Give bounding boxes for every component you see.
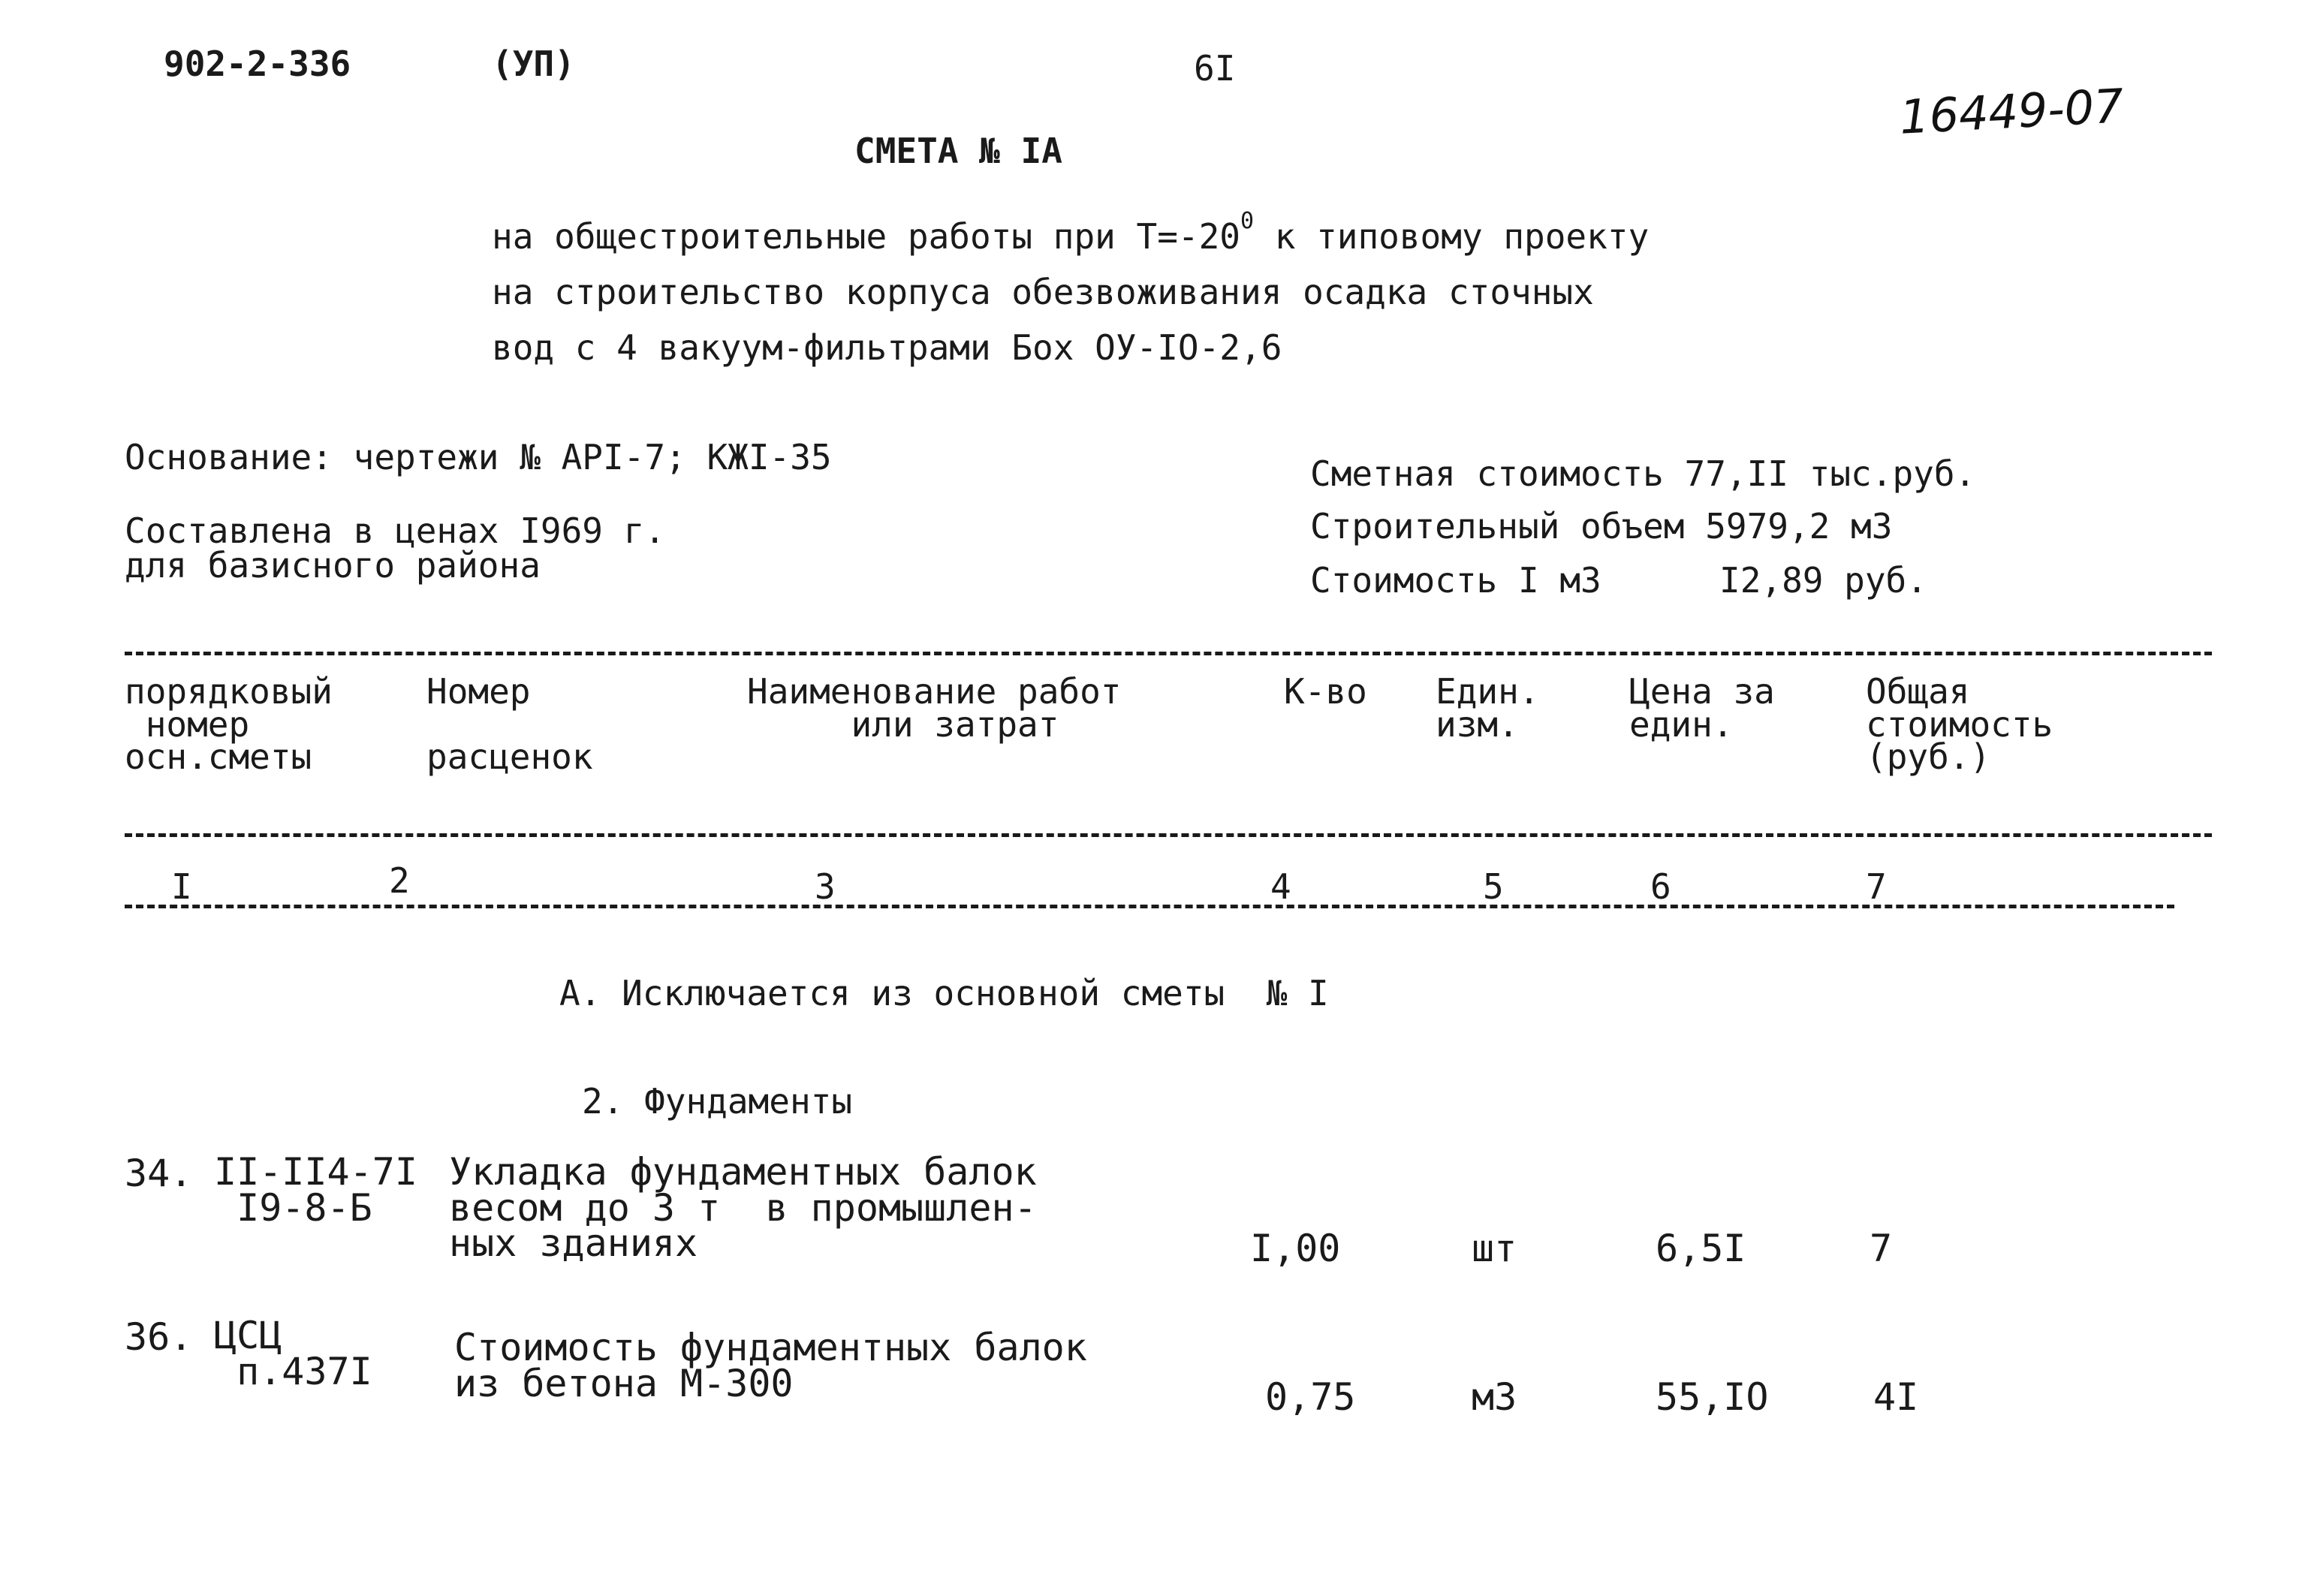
- estimated-cost: Сметная стоимость 77,II тыс.руб.: [1310, 453, 1976, 494]
- row-quantity: I,00: [1250, 1227, 1341, 1270]
- prices-line-2: для базисного района: [125, 545, 541, 586]
- subtitle-line-1: на общестроительные работы при $Т=-20^0$ к типовому проекту: [492, 208, 1650, 257]
- subtitle-line-2: на строительство корпуса обезвоживания осадка сточных: [492, 272, 1594, 312]
- column-number-2: 2: [389, 860, 410, 901]
- column-header-quantity: К-во: [1284, 671, 1367, 712]
- column-header-order-number: порядковый номер осн.сметы: [125, 671, 333, 778]
- row-unit: м3: [1472, 1375, 1517, 1419]
- document-code: 902-2-336: [164, 44, 351, 84]
- basis-text: Основание: чертежи № АРI-7; КЖI-35: [125, 437, 832, 477]
- row-quantity: 0,75: [1265, 1375, 1356, 1419]
- building-volume: Строительный объем 5979,2 м3: [1310, 506, 1893, 547]
- prices-line-1: Составлена в ценах I969 г.: [125, 510, 666, 551]
- column-header-work-name: Наименование работ или затрат: [747, 671, 1122, 745]
- row-unit-price: 6,5I: [1656, 1227, 1746, 1270]
- column-header-rate-number: Номер расценок: [426, 671, 593, 778]
- subtitle-line-3: вод с 4 вакуум-фильтрами Бох ОУ-IO-2,6: [492, 327, 1282, 368]
- column-number-7: 7: [1866, 866, 1887, 907]
- table-top-rule: [125, 652, 2212, 655]
- row-total-cost: 7: [1870, 1227, 1893, 1270]
- unit-cost-value: I2,89 руб.: [1719, 560, 1927, 601]
- estimate-title: СМЕТА № IA: [854, 131, 1062, 171]
- column-header-unit: Един. изм.: [1436, 671, 1540, 745]
- unit-cost-label: Стоимость I м3: [1310, 560, 1601, 601]
- column-number-1: I: [171, 866, 192, 907]
- row-total-cost: 4I: [1873, 1375, 1919, 1419]
- row-work-name: Укладка фундаментных балок весом до 3 т в промышлен- ных зданиях: [449, 1150, 1037, 1265]
- column-header-unit-price: Цена за един.: [1629, 671, 1775, 745]
- subsection-heading: 2. Фундаменты: [582, 1081, 853, 1122]
- column-number-4: 4: [1270, 866, 1291, 907]
- column-header-total-cost: Общая стоимость (руб.): [1866, 671, 2053, 778]
- row-unit-price: 55,IO: [1656, 1375, 1769, 1419]
- section-a-heading: А. Исключается из основной сметы № I: [559, 973, 1329, 1013]
- row-unit: шт: [1472, 1227, 1517, 1270]
- column-number-3: 3: [815, 866, 836, 907]
- document-edition: (УП): [492, 44, 575, 84]
- row-rate-code: ЦСЦ п.437I: [214, 1314, 372, 1393]
- column-numbers-rule: [125, 905, 2174, 908]
- handwritten-reference: 16449-07: [1898, 78, 2126, 145]
- column-number-5: 5: [1483, 866, 1504, 907]
- page-number: 6I: [1194, 48, 1236, 89]
- row-rate-code: II-II4-7I I9-8-Б: [214, 1150, 417, 1230]
- row-number: 34.: [125, 1152, 193, 1195]
- table-header-rule: [125, 833, 2212, 837]
- row-number: 36.: [125, 1315, 193, 1359]
- row-work-name: Стоимость фундаментных балок из бетона М-300: [454, 1326, 1087, 1405]
- column-number-6: 6: [1650, 866, 1671, 907]
